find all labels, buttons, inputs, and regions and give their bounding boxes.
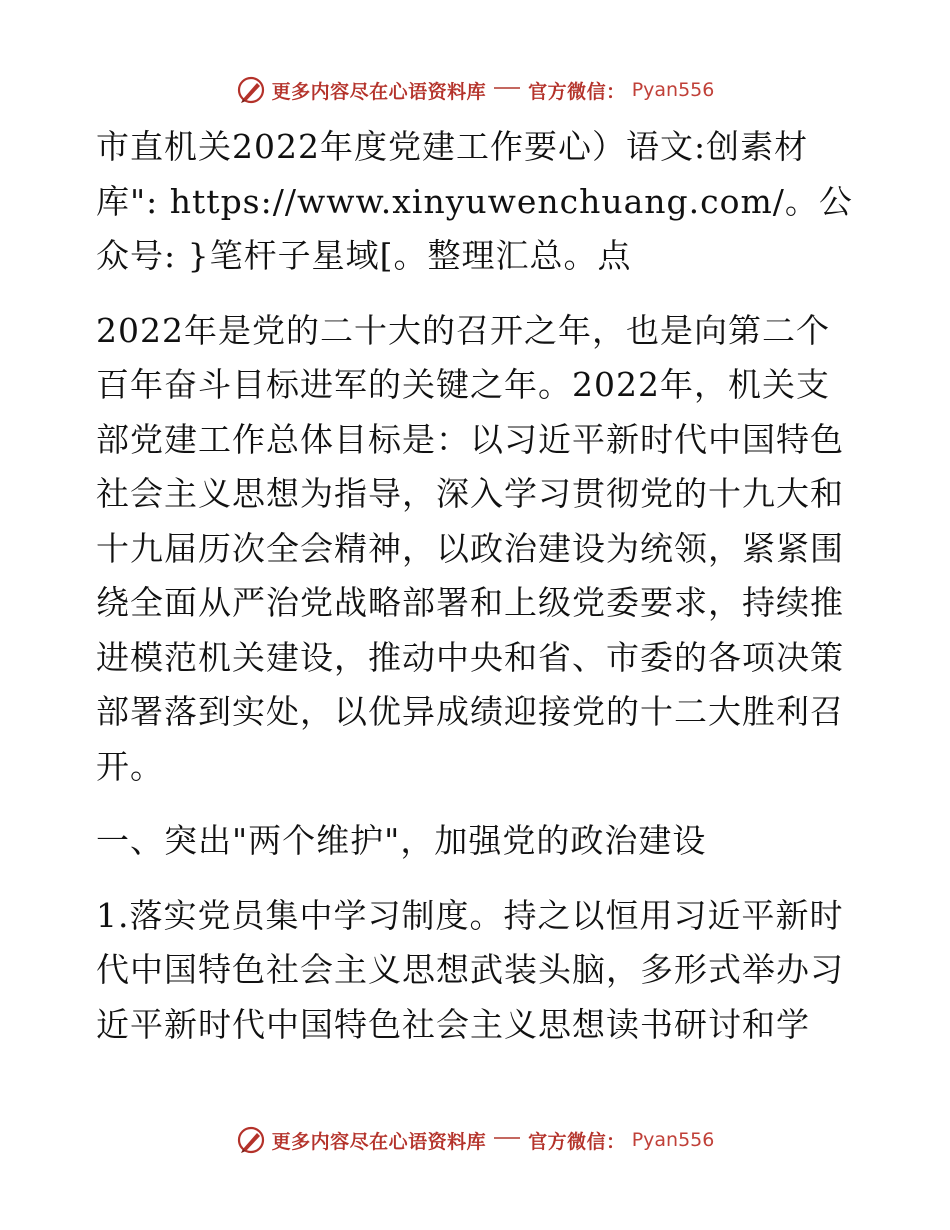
watermark-wechat-label: 官方微信：	[528, 80, 626, 103]
watermark-wechat-label: 官方微信：	[528, 1130, 626, 1153]
header-watermark	[0, 70, 950, 110]
watermark-dash	[494, 1137, 520, 1139]
pen-logo-icon	[236, 75, 266, 105]
pen-logo-icon	[236, 1125, 266, 1155]
watermark-main-text: 更多内容尽在心语资料库	[271, 1130, 487, 1153]
section-heading: 一、突出"两个维护"，加强党的政治建设	[96, 821, 707, 860]
watermark-wechat-id: Pyan556	[631, 1129, 715, 1151]
watermark-main-text: 更多内容尽在心语资料库	[271, 80, 487, 103]
document-body	[96, 120, 856, 1072]
goal-paragraph: 2022年是党的二十大的召开之年，也是向第二个百年奋斗目标进军的关键之年。2022年，机关支部党建工作总体目标是：以习近平新时代中国特色社会主义思想为指导，深入学习贯彻党的十九大和十九届历次全会精神，以政治建设为统领，紧紧围绕全面从严治党战略部署和上级党委要求，持续推进模范机关建设，推动中央和省、市委的各项决策部署落到实处，以优异成绩迎接党的十二大胜利召开。	[96, 310, 844, 786]
footer-watermark	[0, 1120, 950, 1160]
watermark-wechat-id: Pyan556	[631, 79, 715, 101]
intro-paragraph: 市直机关2022年度党建工作要心）语文:创素材库": https://www.xinyuwenchuang.com/。公众号: }笔杆子星域[。整理汇总。点	[96, 127, 853, 275]
study-system-paragraph: 1.落实党员集中学习制度。持之以恒用习近平新时代中国特色社会主义思想武装头脑，多形式举办习近平新时代中国特色社会主义思想读书研讨和学	[96, 895, 844, 1044]
watermark-dash	[494, 87, 520, 89]
